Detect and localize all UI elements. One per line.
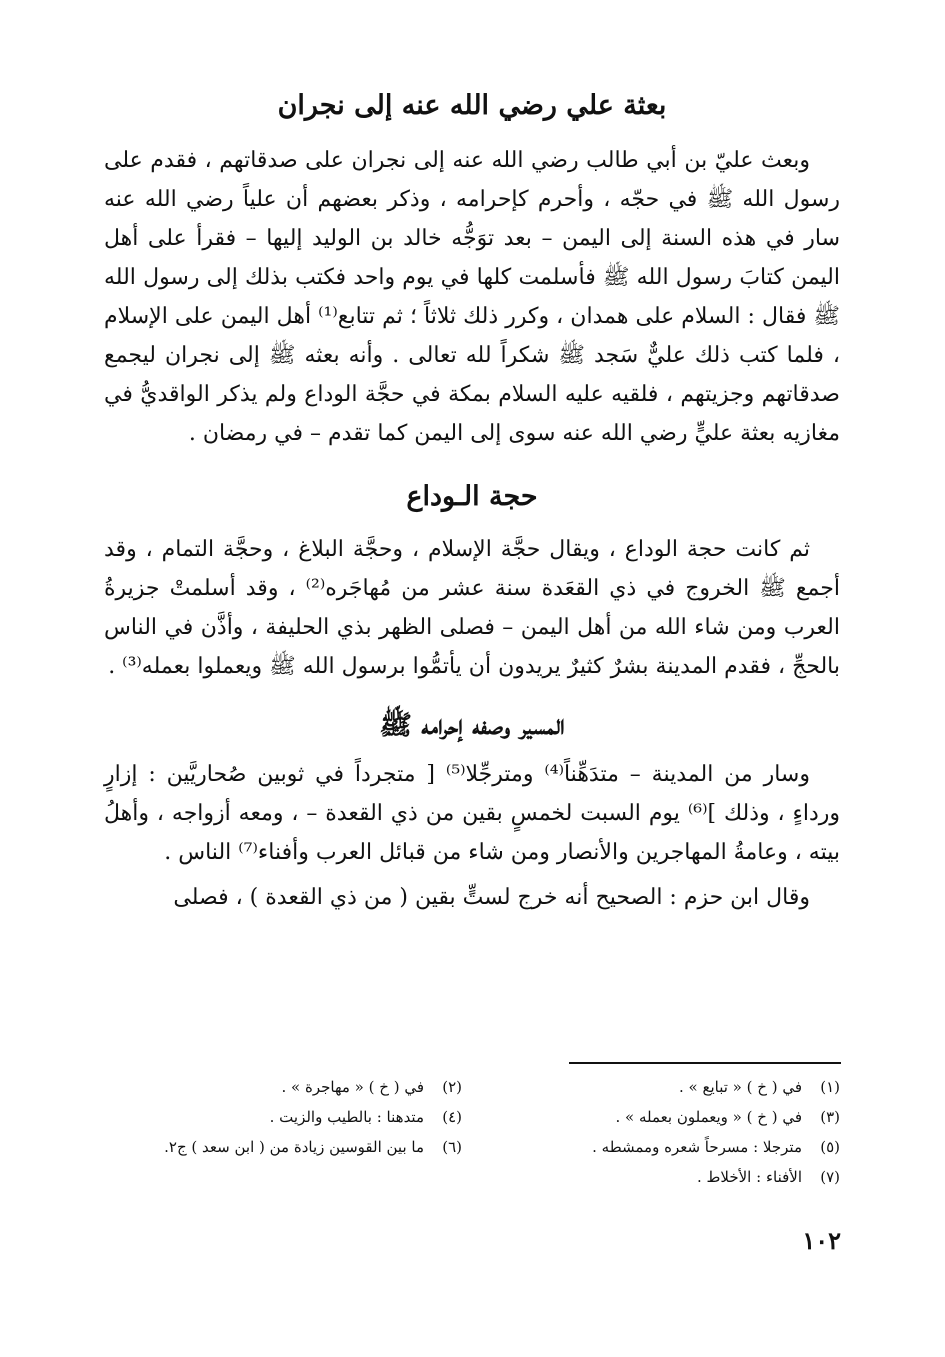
footnote-number: (١) [820,1078,840,1096]
section-title-najran: بعثة علي رضي الله عنه إلى نجران [277,90,667,121]
footnote-text: في ( خ ) « ويعملون بعمله » . [615,1108,802,1126]
footnote-5 [482,1132,840,1162]
footnote-text: الأفناء : الأخلاط . [697,1168,802,1186]
footnote-number: (٧) [820,1168,840,1186]
footnote-1 [482,1072,840,1102]
footnote-divider [569,1062,841,1064]
paragraph-najran: وبعث عليّ بن أبي طالب رضي الله عنه إلى نجران على صدقاتهم ، فقدم على رسول الله ﷺ في حجّه ، وأحرم كإحرامه ، وذكر بعضهم أن علياً رضي الله عنه سار في هذه السنة إلى اليمن – بعد توَجُّه خالد بن الوليد إليها – فقرأ على أهل اليمن كتابَ رسول الله ﷺ فأسلمت كلها في يوم واحد فكتب بذلك إلى رسول الله ﷺ فقال : السلام على همدان ، وكرر ذلك ثلاثاً ؛ ثم تتابع⁽¹⁾ أهل اليمن على الإسلام ، فلما كتب ذلك عليٌّ سَجد ﷺ شكراً لله تعالى . وأنه بعثه ﷺ إلى نجران ليجمع صدقاتهم وجزيتهم ، فلقيه عليه السلام بمكة في حجَّة الوداع ولم يذكر الواقديُّ في مغازيه بعثة عليٍّ رضي الله عنه سوى إلى اليمن كما تقدم – في رمضان . [104,148,840,447]
footnote-text: ما بين القوسين زيادة من ( ابن سعد ) ج٢. [164,1138,424,1156]
footnote-text: مترجلا : مسرحاً شعره وممشطه . [592,1138,802,1156]
footnote-7 [482,1162,840,1192]
page-number: ١٠٢ [802,1226,841,1255]
section-title-journey-ihram: المسير وصفه إحرامه ﷺ [379,710,565,742]
section-title-farewell-pilgrimage: حجة الـوداع [406,481,538,513]
footnote-number: (٦) [442,1138,462,1156]
footnote-text: متدهنا : بالطيب والزيت . [269,1108,424,1126]
footnote-3 [482,1102,840,1132]
footnote-number: (٢) [442,1078,462,1096]
paragraph-journey-1: وسار من المدينة – متدَهِّناً⁽⁴⁾ ومترجِّلا⁽⁵⁾ [ متجرداً في ثوبين صُحاريَّين : إزارٍ ورداءٍ ، وذلك ]⁽⁶⁾ يوم السبت لخمسٍ بقين من ذي القعدة – ، ومعه أزواجه ، وأهلُ بيته ، وعامةُ المهاجرين والأنصار ومن شاء من قبائل العرب وأفناء⁽⁷⁾ الناس . [104,762,841,866]
footnote-number: (٣) [820,1108,840,1126]
page-body [104,78,840,917]
paragraph-farewell-pilgrimage: ثم كانت حجة الوداع ، ويقال حجَّة الإسلام ، وحجَّة البلاغ ، وحجَّة التمام ، وقد أجمع ﷺ الخروج في ذي القعَدة سنة عشر من مُهاجَره⁽²⁾ ، وقد أسلمتْ جزيرةُ العرب ومن شاء الله من أهل اليمن – فصلى الظهر بذي الحليفة ، وأذَّن في الناس بالحجِّ ، فقدم المدينة بشرٌ كثيرٌ يريدون أن يأتمُّوا برسول الله ﷺ ويعملوا بعمله⁽³⁾ . [104,537,840,680]
footnote-text: في ( خ ) « تبايع » . [679,1078,802,1096]
footnotes [104,1072,840,1192]
footnote-number: (٥) [820,1138,840,1156]
footnote-2 [104,1072,462,1102]
footnote-6 [104,1132,462,1162]
paragraph-journey-2: وقال ابن حزم : الصحيح أنه خرج لستٍّ بقين ( من ذي القعدة ) ، فصلى [173,885,810,911]
footnote-number: (٤) [442,1108,462,1126]
footnote-text: في ( خ ) « مهاجرة » . [281,1078,424,1096]
footnote-4 [104,1102,462,1132]
